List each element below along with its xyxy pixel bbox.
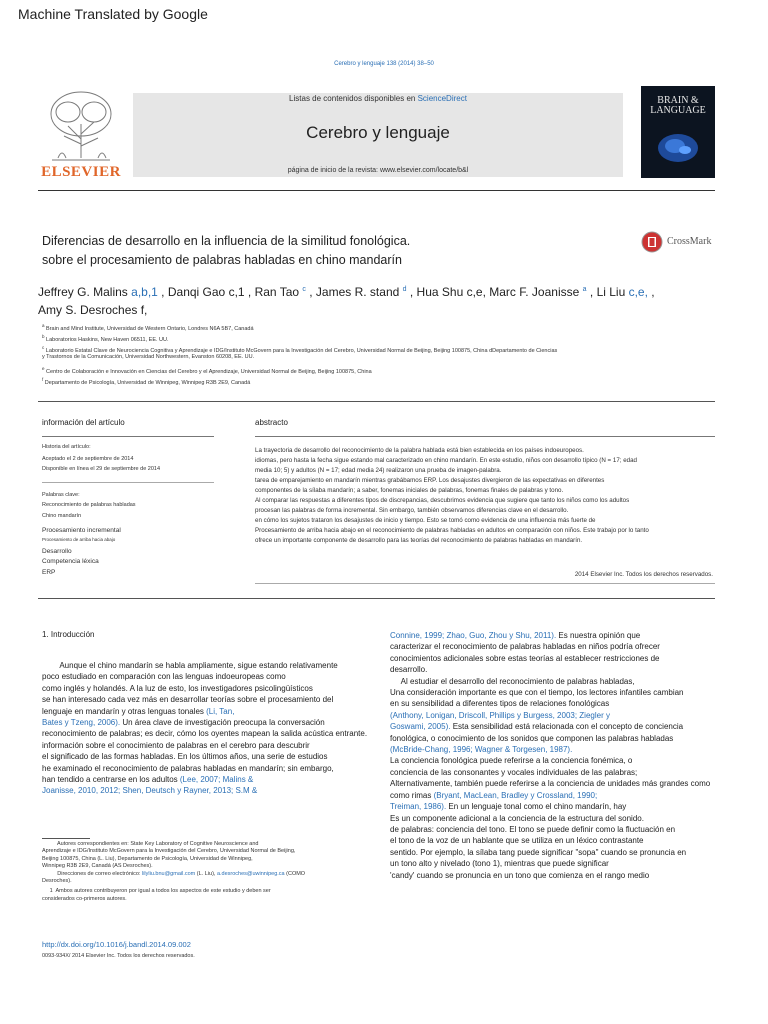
author-name: Li Liu: [596, 285, 629, 299]
affiliation-marker: f: [42, 377, 44, 382]
footnote-rule: [42, 838, 90, 839]
text-segment: Un área clave de investigación preocupa la conversación: [120, 718, 325, 728]
author-name: Jeffrey G. Malins: [38, 285, 132, 299]
abstract-line: procesan las palabras de forma incremental. Sin embargo, también observamos diferencias clave en el desarrollo.: [255, 507, 569, 514]
footnote-line: [42, 878, 305, 885]
footnote-line: [42, 856, 305, 863]
citation-link[interactable]: (McBride-Chang, 1996; Wagner & Torgesen, 1987).: [390, 745, 573, 755]
crossmark-label: CrossMark: [667, 236, 712, 247]
body-left-line: [42, 774, 372, 785]
author-separator: ,: [647, 285, 655, 299]
doi-link[interactable]: http://dx.doi.org/10.1016/j.bandl.2014.09.002: [42, 940, 191, 949]
affiliation-text: Laboratorio Estatal Clave de Neurociencia Cognitiva y Aprendizaje e IDG/Instituto McGovern para la Investigación del Cerebro, Universidad Normal de Beijing, Beijing 100875, China dDepartamento de Ciencias: [45, 347, 558, 354]
author-list: [38, 281, 718, 319]
abstract-line: La trayectoria de desarrollo del reconocimiento de la palabra hablada está bien establecida en los países indoeuropeos.: [255, 447, 584, 454]
journal-title: Cerebro y lenguaje: [306, 123, 450, 142]
author-name: Marc F. Joanisse: [489, 285, 583, 299]
body-right-line: [390, 835, 740, 846]
body-right-line: [390, 687, 740, 698]
text-segment: fonológica, o conocimiento de los sonidos que componen las palabras habladas: [390, 733, 674, 743]
body-right-line: [390, 858, 740, 869]
cover-title-line2: LANGUAGE: [650, 105, 706, 116]
text-segment: Ambos autores contribuyeron por igual a todos los aspectos de este estudio y deben ser: [52, 888, 271, 895]
footnotes: [42, 841, 305, 903]
text-segment: (L. Liu),: [195, 870, 217, 877]
footnote-line: [42, 888, 305, 895]
keyword-item: Chino mandarín: [42, 512, 82, 519]
affiliation-item: [42, 365, 372, 376]
text-segment: poco estudiado en comparación con las lenguas indoeuropeas como: [42, 672, 286, 682]
text-segment: (COMO: [284, 870, 306, 877]
article-title-line1: Diferencias de desarrollo en la influencia de la similitud fonológica.: [42, 234, 411, 248]
abstract-body: [255, 446, 725, 546]
article-title-line2: sobre el procesamiento de palabras habladas en chino mandarín: [42, 253, 402, 267]
text-segment: conocimientos adicionales sobre estas teorías al establecer restricciones de: [390, 653, 660, 663]
body-right-line: [390, 721, 740, 732]
text-segment: conciencia de las consonantes y vocales individuales de las palabras;: [390, 767, 638, 777]
text-segment: Alternativamente, también puede referirse a la conciencia de unidades más grandes como: [390, 779, 711, 789]
abstract-copyright: 2014 Elsevier Inc. Todos los derechos reservados.: [574, 571, 713, 578]
affiliation-item: [42, 354, 254, 361]
abstract-line: idiomas, pero hasta la fecha sigue estando mal caracterizado en chino mandarín. En este estudio, niños con desarrollo típico (N = 17; edad: [255, 457, 637, 464]
cover-title: [641, 96, 715, 116]
author-affil-marker[interactable]: a: [582, 286, 587, 293]
body-left-line: [42, 763, 372, 774]
email-link[interactable]: lilyliu.bnu@gmail.com: [141, 870, 196, 877]
body-right-line: [390, 755, 740, 766]
abstract-line: tarea de emparejamiento en mandarín mientras grabábamos ERP. Los desajustes divergieron de las expectativas en diferentes: [255, 477, 605, 484]
abstract-line: en cómo los sujetos trataron los desajustes de inicio y tiempo. Esto se tomó como evidencia de una influencia más fuerte de: [255, 517, 596, 524]
text-segment: el significado de las formas habladas. En los últimos años, una serie de estudios: [42, 752, 328, 762]
text-segment: desarrollo.: [390, 665, 428, 675]
crossmark-icon: [641, 231, 663, 253]
author-name: Hua Shu c,e,: [416, 285, 486, 299]
citation-link[interactable]: (Li, Tan,: [206, 706, 235, 716]
author-affil-marker[interactable]: c: [302, 286, 306, 293]
body-right-line: [390, 664, 740, 675]
article-info-heading: información del artículo: [42, 418, 125, 427]
keyword-item: Competencia léxica: [42, 558, 99, 565]
footnote-line: [42, 896, 305, 903]
text-segment: Una consideración importante es que con el tiempo, los lectores infantiles cambian: [390, 688, 684, 698]
body-left-line: [42, 751, 372, 762]
affiliation-marker: c: [42, 345, 45, 350]
journal-homepage[interactable]: página de inicio de la revista: www.elsevier.com/locate/b&l: [287, 167, 469, 174]
author-affil-marker[interactable]: d: [402, 286, 407, 293]
text-segment: La conciencia fonológica puede referirse a la conciencia fonémica, o: [390, 756, 633, 766]
body-right-line: [390, 778, 740, 789]
body-left-line: [42, 728, 372, 739]
keyword-item: Procesamiento de arriba hacia abajo: [42, 537, 116, 542]
body-right-line: [390, 801, 740, 812]
abstract-bottom-rule: [255, 583, 715, 584]
affiliation-marker: b: [42, 334, 45, 339]
abstract-line: componentes de la sílaba mandarín; a saber, fonemas iniciales de palabras, fonemas finales de palabras y tono.: [255, 487, 564, 494]
affiliation-marker: e: [42, 366, 45, 371]
body-right-line: [390, 824, 740, 835]
text-segment: un tono alto y nivelado (tono 1), mientras que puede significar: [390, 859, 609, 869]
body-right-column: [390, 630, 740, 881]
front-matter-divider: [38, 598, 715, 599]
affiliation-text: Brain and Mind Institute, Universidad de Western Ontario, Londres N6A 5B7, Canadá: [46, 325, 254, 332]
affiliation-item: [42, 376, 250, 387]
text-segment: Al estudiar el desarrollo del reconocimiento de palabras habladas,: [390, 676, 635, 686]
affiliation-text: y Trastornos de la Comunicación, Universidad Northwestern, Evanston 60208, EE. UU.: [42, 354, 255, 360]
crossmark-badge[interactable]: [641, 231, 727, 253]
footnote-line: [42, 848, 305, 855]
keyword-item: Desarrollo: [42, 547, 72, 555]
keyword-item: ERP: [42, 568, 56, 576]
text-segment: Winnipeg R3B 2E9, Canadá (AS Desroches).: [42, 863, 153, 870]
body-left-line: [42, 706, 372, 717]
body-left-line: [42, 660, 372, 671]
header-divider: [38, 190, 715, 191]
text-segment: Esta sensibilidad está relacionada con el concepto de conciencia: [450, 722, 684, 732]
abstract-line: Procesamiento de arriba hacia abajo en el reconocimiento de palabras habladas en adultos en comparación con niños. Este trabajo por lo tanto: [255, 527, 649, 534]
text-segment: Es nuestra opinión que: [556, 631, 641, 640]
body-right-line: [390, 744, 740, 755]
article-title: [42, 232, 410, 270]
author-affil-marker[interactable]: c,e,: [628, 285, 648, 299]
text-segment: de palabras: conciencia del tono. El tono se puede definir como la fluctuación en: [390, 824, 676, 834]
text-segment: Direcciones de correo electrónico:: [42, 870, 142, 877]
journal-cover: [641, 86, 715, 178]
history-rule: [42, 482, 214, 483]
body-left-line: [42, 671, 372, 682]
affiliation-text: Departamento de Psicología, Universidad de Winnipeg, Winnipeg R3B 2E9, Canadá: [44, 379, 251, 386]
citation-link[interactable]: Connine, 1999; Zhao, Guo, Zhou y Shu, 2011).: [390, 631, 557, 640]
affiliation-text: Laboratorios Haskins, New Haven 06511, EE. UU.: [46, 336, 169, 343]
affil-divider: [38, 401, 715, 402]
body-right-line: [390, 813, 740, 824]
text-segment: caracterizar el reconocimiento de palabras habladas en niños podría ofrecer: [390, 642, 660, 652]
text-segment: considerados co-primeros autores.: [42, 895, 127, 902]
online-date: Disponible en línea el 29 de septiembre de 2014: [42, 466, 161, 472]
text-segment: se han interesado cada vez más en desarrollar teorías sobre el procesamiento del: [42, 695, 334, 705]
citation-link[interactable]: (Anthony, Lonigan, Driscoll, Phillips y Burgess, 2003; Ziegler y: [390, 710, 610, 720]
citation-link[interactable]: Treiman, 1986).: [390, 802, 447, 812]
text-segment: el tono de la voz de un hablante que se utiliza en un léxico contrastante: [390, 836, 644, 846]
abstract-heading: abstracto: [255, 418, 288, 427]
body-left-line: [42, 785, 372, 796]
sciencedirect-link[interactable]: ScienceDirect: [417, 94, 467, 103]
contents-availability: [133, 94, 623, 103]
text-segment: Aunque el chino mandarín se habla ampliamente, sigue estando relativamente: [42, 661, 338, 670]
author-name: Danqi Gao c,1: [167, 285, 245, 299]
author-affil-marker[interactable]: a,b,1: [131, 285, 158, 299]
body-right-line: [390, 710, 740, 721]
issn-line: 0093-934X/ 2014 Elsevier Inc. Todos los derechos reservados.: [42, 953, 195, 959]
keywords-label: Palabras clave:: [42, 492, 80, 498]
citation-link[interactable]: Joanisse, 2010, 2012; Shen, Deutsch y Rayner, 2013; S.M &: [42, 786, 258, 796]
citation-link[interactable]: Goswami, 2005).: [390, 722, 451, 732]
keyword-item: Procesamiento incremental: [42, 526, 121, 534]
body-left-line: [42, 683, 372, 694]
body-right-line: [390, 767, 740, 778]
body-right-line: [390, 847, 740, 858]
body-right-line: [390, 676, 740, 687]
text-segment: Es un componente adicional a la conciencia de la estructura del sonido.: [390, 813, 644, 823]
authors-line2: Amy S. Desroches f,: [38, 303, 148, 317]
body-left-column: [42, 660, 372, 797]
citation-link[interactable]: (Bryant, MacLean, Bradley y Crossland, 1990;: [433, 790, 598, 800]
text-segment: en su sensibilidad a diferentes tipos de relaciones fonológicas: [390, 699, 610, 709]
text-segment: Aprendizaje e IDG/Instituto McGovern para la Investigación del Cerebro, Universidad Normal de Beijing,: [42, 848, 296, 855]
text-segment: En un lenguaje tonal como el chino mandarín, hay: [446, 802, 627, 812]
citation-link[interactable]: Bates y Tzeng, 2006).: [42, 718, 121, 728]
footnote-line: [42, 841, 305, 848]
text-segment: lenguaje en mandarín y otras lenguas tonales: [42, 706, 207, 716]
affiliation-marker: a: [42, 323, 45, 328]
text-segment: información sobre el conocimiento de palabras en el cerebro para descubrir: [42, 740, 310, 750]
text-segment: 'candy' cuando se pronuncia en un tono que comienza en el rango medio: [390, 870, 650, 880]
body-right-line: [390, 790, 740, 801]
body-left-line: [42, 717, 372, 728]
footnote-line: [42, 863, 305, 870]
body-left-line: [42, 694, 372, 705]
cover-title-line1: BRAIN &: [657, 95, 699, 106]
accepted-date: Aceptado el 2 de septiembre de 2014: [42, 456, 134, 462]
author-separator: ,: [305, 285, 316, 299]
text-segment: he examinado el reconocimiento de palabras habladas en mandarín; sin embargo,: [42, 763, 334, 773]
affiliation-item: [42, 333, 169, 344]
keyword-item: Reconocimiento de palabras habladas: [42, 502, 136, 508]
author-separator: ,: [406, 285, 417, 299]
authors-line1: [38, 281, 718, 301]
machine-translated-notice: Machine Translated by Google: [18, 6, 208, 22]
text-segment: como inglés y holandés. A la luz de esto, los investigadores psicolingüísticos: [42, 683, 313, 693]
affiliation-item: [42, 322, 254, 333]
journal-citation[interactable]: Cerebro y lenguaje 138 (2014) 38–50: [334, 61, 434, 67]
text-segment: sentido. Por ejemplo, la sílaba tang puede significar "sopa" cuando se pronuncia en: [390, 847, 687, 857]
author-separator: ,: [586, 285, 597, 299]
footnote-line: [42, 871, 305, 878]
affiliation-text: Centro de Colaboración e Innovación en Ciencias del Cerebro y el Aprendizaje, Universidad Normal de Beijing, Beijing 100875, China: [46, 368, 372, 375]
body-right-line: [390, 698, 740, 709]
section-heading-intro: 1. Introducción: [42, 630, 95, 639]
text-segment: Desroches).: [42, 878, 72, 885]
citation-link[interactable]: (Lee, 2007; Malins &: [179, 775, 254, 785]
elsevier-wordmark: ELSEVIER: [41, 164, 121, 180]
text-segment: 1: [42, 888, 53, 895]
body-left-line: [42, 740, 372, 751]
author-name: Ran Tao: [254, 285, 303, 299]
text-segment: Beijing 100875, China (L. Liu), Departamento de Psicología, Universidad de Winnipeg,: [42, 855, 253, 862]
author-name: James R. stand: [315, 285, 403, 299]
author-separator: ,: [244, 285, 255, 299]
abstract-line: ofrece un importante componente de desarrollo para las teorías del reconocimiento de palabras habladas en mandarín.: [255, 537, 583, 544]
body-right-line: [390, 641, 740, 652]
body-right-line: [390, 653, 740, 664]
body-right-line: [390, 870, 740, 881]
contents-prefix: Listas de contenidos disponibles en: [289, 94, 418, 103]
abstract-rule: [255, 436, 715, 437]
email-link[interactable]: a.desroches@uwinnipeg.ca: [216, 870, 285, 877]
text-segment: han tendido a centrarse en los adultos: [42, 775, 180, 785]
body-right-line: [390, 630, 740, 641]
history-label: Historia del artículo:: [42, 444, 91, 450]
body-right-line: [390, 733, 740, 744]
text-segment: como rimas: [390, 790, 434, 800]
brain-illustration: [653, 126, 703, 166]
article-info-rule: [42, 436, 214, 437]
text-segment: Autores correspondientes en: State Key Laboratory of Cognitive Neuroscience and: [42, 841, 259, 847]
author-separator: ,: [157, 285, 168, 299]
text-segment: reconocimiento de palabras; es decir, cómo los oyentes mapean la salida acústica entrante.: [42, 729, 368, 739]
abstract-line: media 10; 5) y adultos (N = 17; edad media 24) realizaron una prueba de imagen-palabra.: [255, 467, 502, 474]
abstract-line: Al comparar las respuestas a diferentes tipos de discrepancias, descubrimos evidencia que sugiere que tanto los niños como los adultos: [255, 497, 630, 504]
